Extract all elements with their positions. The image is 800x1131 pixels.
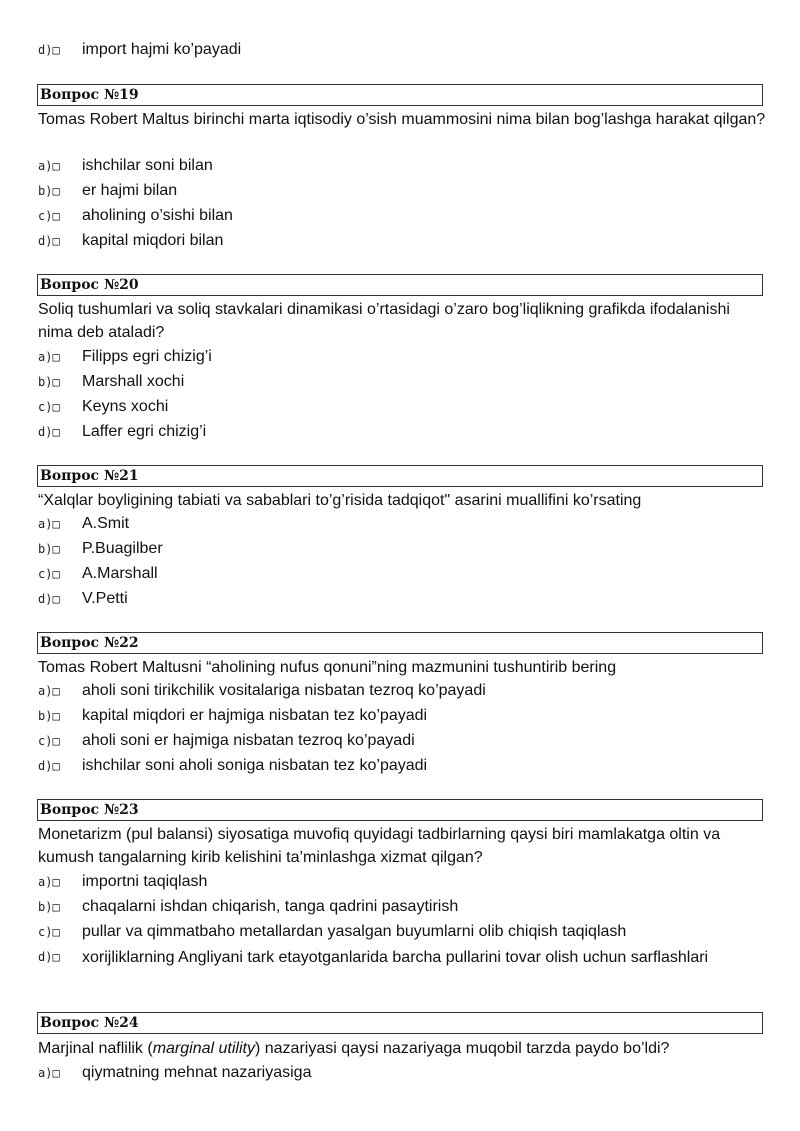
question-19-option-a[interactable] — [38, 155, 213, 177]
option-text: kapital miqdori er hajmiga nisbatan tez ko’payadi — [82, 707, 428, 724]
option-letter: d)□ — [38, 592, 60, 606]
question-22-option-c[interactable] — [38, 730, 415, 752]
question-24-text-after: ) nazariyasi qaysi nazariyaga muqobil tarzda paydo bo’ldi? — [254, 1040, 670, 1057]
question-22-option-a[interactable] — [38, 680, 486, 702]
question-22-header: Вопрос №22 — [37, 632, 763, 654]
option-text: chaqalarni ishdan chiqarish, tanga qadrini pasaytirish — [82, 898, 459, 915]
option-text: Laffer egri chizig’i — [82, 423, 207, 440]
question-22-text: Tomas Robert Maltusni “aholining nufus qonuni”ning mazmunini tushuntirib bering — [38, 659, 617, 676]
question-23-option-d[interactable] — [38, 946, 709, 992]
question-20-text: Soliq tushumlari va soliq stavkalari dinamikasi o’rtasidagi o’zaro bog’liqlikning grafikda ifodalanishi nima deb ataladi? — [38, 301, 730, 341]
option-letter: b)□ — [38, 375, 60, 389]
option-letter: b)□ — [38, 542, 60, 556]
option-letter: d)□ — [38, 759, 60, 773]
question-19-option-b[interactable] — [38, 180, 177, 202]
question-22-option-b[interactable] — [38, 705, 427, 727]
question-21-option-b[interactable] — [38, 538, 163, 560]
option-letter: d)□ — [38, 950, 60, 964]
option-letter: c)□ — [38, 567, 60, 581]
question-21-option-d[interactable] — [38, 588, 128, 610]
option-letter: b)□ — [38, 900, 60, 914]
question-23-option-b[interactable] — [38, 896, 458, 918]
option-letter: a)□ — [38, 350, 60, 364]
question-20-option-d[interactable] — [38, 421, 206, 443]
option-text: Keyns xochi — [82, 398, 169, 415]
option-text: xorijliklarning Angliyani tark etayotganlarida barcha pullarini tovar olish uchun sarflashlari — [82, 949, 709, 966]
option-text: pullar va qimmatbaho metallardan yasalgan buyumlarni olib chiqish taqiqlash — [82, 923, 627, 940]
option-text: ishchilar soni bilan — [82, 157, 213, 174]
option-text: qiymatning mehnat nazariyasiga — [82, 1064, 312, 1081]
question-23-option-c[interactable] — [38, 921, 626, 943]
question-24-text — [38, 1037, 768, 1060]
option-text: Filipps egri chizig’i — [82, 348, 212, 365]
question-23-option-a[interactable] — [38, 871, 207, 893]
question-23-text: Monetarizm (pul balansi) siyosatiga muvofiq quyidagi tadbirlarning qaysi biri mamlakatga oltin va kumush tangalarning kirib kelishini ta’minlashga xizmat qilgan? — [38, 826, 721, 866]
option-text: aholi soni er hajmiga nisbatan tezroq ko’payadi — [82, 732, 415, 749]
option-d[interactable] — [38, 39, 241, 61]
option-text: kapital miqdori bilan — [82, 232, 224, 249]
option-text: ishchilar soni aholi soniga nisbatan tez ko’payadi — [82, 757, 428, 774]
question-22-option-d[interactable] — [38, 755, 427, 777]
option-letter: d)□ — [38, 425, 60, 439]
question-20-header: Вопрос №20 — [37, 274, 763, 296]
option-text: P.Buagilber — [82, 540, 163, 557]
option-letter: d)□ — [38, 43, 60, 57]
option-letter: a)□ — [38, 684, 60, 698]
question-20-option-b[interactable] — [38, 371, 184, 393]
question-21-text: “Xalqlar boyligining tabiati va sabablari to’g’risida tadqiqot" asarini muallifini ko’rsating — [38, 492, 642, 509]
option-text: er hajmi bilan — [82, 182, 178, 199]
question-19-text: Tomas Robert Maltus birinchi marta iqtisodiy o’sish muammosini nima bilan bog’lashga harakat qilgan? — [38, 111, 766, 128]
question-21-option-a[interactable] — [38, 513, 129, 535]
option-letter: a)□ — [38, 875, 60, 889]
option-text: importni taqiqlash — [82, 873, 208, 890]
question-19-header: Вопрос №19 — [37, 84, 763, 106]
option-letter: c)□ — [38, 925, 60, 939]
option-letter: a)□ — [38, 517, 60, 531]
question-24-header: Вопрос №24 — [37, 1012, 763, 1034]
option-letter: c)□ — [38, 734, 60, 748]
question-19-option-c[interactable] — [38, 205, 233, 227]
option-text: aholi soni tirikchilik vositalariga nisbatan tezroq ko’payadi — [82, 682, 486, 699]
option-letter: b)□ — [38, 709, 60, 723]
option-letter: c)□ — [38, 400, 60, 414]
question-24-text-italic: marginal utility — [152, 1040, 255, 1057]
question-24-option-a[interactable] — [38, 1062, 311, 1084]
question-23-header: Вопрос №23 — [37, 799, 763, 821]
option-letter: a)□ — [38, 1066, 60, 1080]
option-text: aholining o’sishi bilan — [82, 207, 233, 224]
question-20-option-c[interactable] — [38, 396, 168, 418]
option-letter: b)□ — [38, 184, 60, 198]
option-text: Marshall xochi — [82, 373, 185, 390]
option-text: import hajmi ko’payadi — [82, 41, 242, 58]
question-21-header: Вопрос №21 — [37, 465, 763, 487]
question-20-option-a[interactable] — [38, 346, 212, 368]
option-text: V.Petti — [82, 590, 128, 607]
option-text: A.Smit — [82, 515, 130, 532]
option-letter: a)□ — [38, 159, 60, 173]
question-19-option-d[interactable] — [38, 230, 223, 252]
question-24-text-before: Marjinal naflilik ( — [38, 1040, 153, 1057]
question-21-option-c[interactable] — [38, 563, 158, 585]
option-letter: c)□ — [38, 209, 60, 223]
option-letter: d)□ — [38, 234, 60, 248]
option-text: A.Marshall — [82, 565, 158, 582]
